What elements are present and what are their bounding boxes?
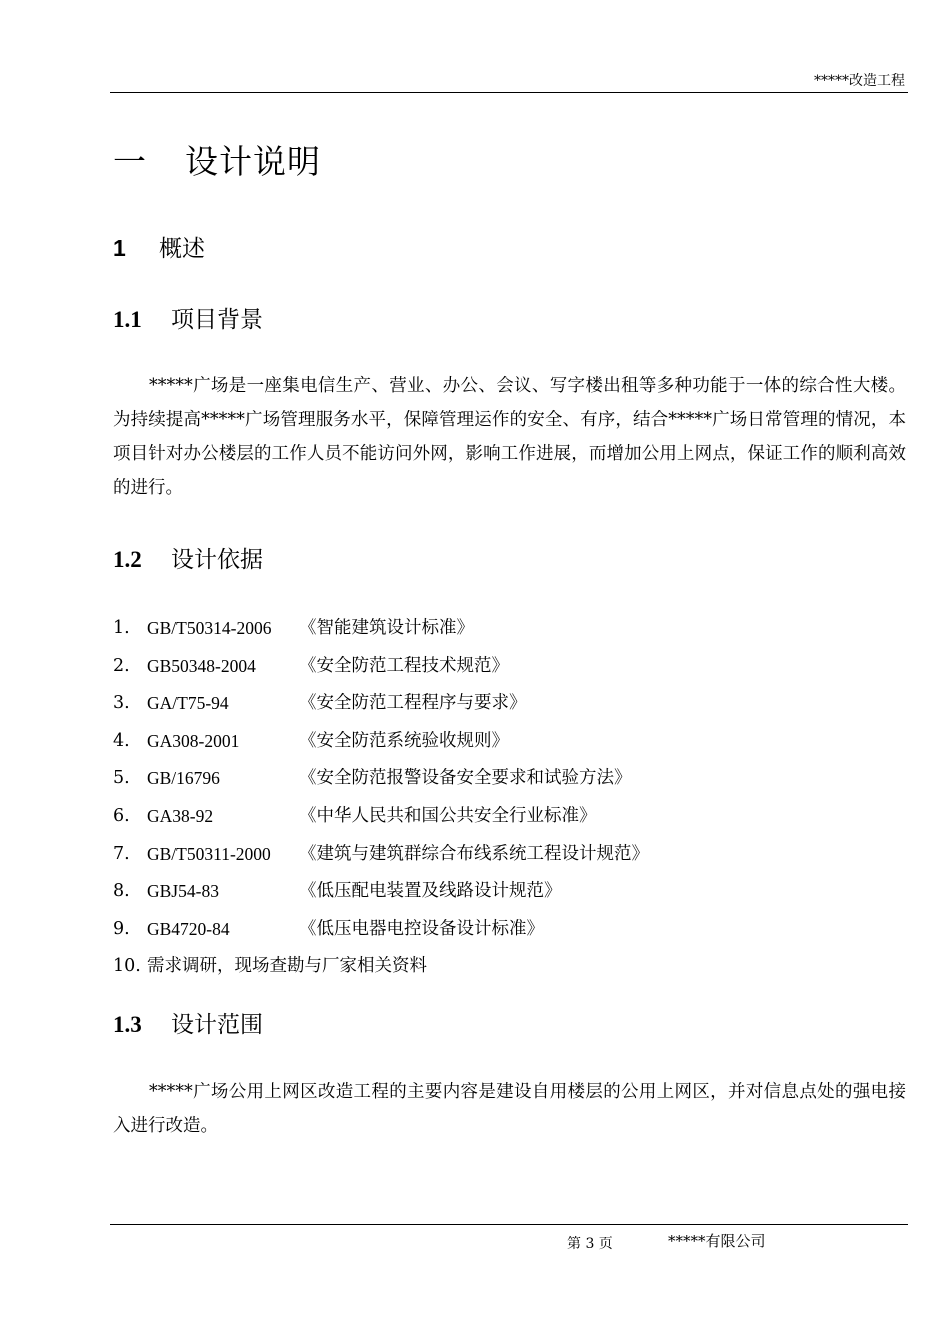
standard-title: 《中华人民共和国公共安全行业标准》 (299, 805, 597, 826)
section-number: 1.1 (113, 307, 142, 332)
background-paragraph: *****广场是一座集电信生产、营业、办公、会议、写字楼出租等多种功能于一体的综合性大楼。为持续提高*****广场管理服务水平，保障管理运作的安全、有序，结合*****广场日常管理的情况，本项目针对办公楼层的工作人员不能访问外网，影响工作进展，而增加公用上网点，保证工作的顺利高效的进行。 (113, 376, 906, 498)
section-title: 项目背景 (171, 307, 263, 333)
item-number: 1. (113, 618, 130, 638)
scope-paragraph: *****广场公用上网区改造工程的主要内容是建设自用楼层的公用上网区，并对信息点处的强电接入进行改造。 (113, 1082, 906, 1136)
standard-title: 《低压电器电控设备设计标准》 (299, 918, 544, 939)
item-number: 10. (113, 956, 141, 977)
design-basis-list (113, 614, 649, 990)
standard-title: 《智能建筑设计标准》 (299, 618, 474, 638)
chapter-title: 设计说明 (185, 142, 321, 181)
list-item (113, 689, 649, 727)
header-divider (110, 92, 908, 93)
section-title: 设计范围 (171, 1012, 263, 1038)
standard-title: 《安全防范报警设备安全要求和试验方法》 (299, 768, 632, 789)
section-number: 1 (113, 235, 126, 261)
standard-code: GB/T50314-2006 (147, 618, 272, 638)
list-item (113, 840, 649, 878)
standard-code: GBJ54-83 (147, 881, 219, 902)
standard-code: GB/16796 (147, 768, 220, 789)
standard-code: GA/T75-94 (147, 693, 229, 714)
list-item (113, 877, 649, 915)
header-title: *****改造工程 (814, 73, 905, 89)
list-item (113, 652, 649, 690)
standard-code: GB50348-2004 (147, 655, 256, 676)
section-heading-overview (113, 230, 205, 263)
standard-code: GB4720-84 (147, 918, 230, 939)
chapter-number: 一 (113, 142, 147, 181)
list-item (113, 802, 649, 840)
section-heading-background (113, 301, 263, 334)
item-number: 8. (113, 881, 130, 902)
item-number: 4. (113, 730, 130, 751)
item-number: 3. (113, 693, 130, 714)
item-number: 9. (113, 918, 130, 939)
item-number: 6. (113, 805, 130, 826)
chapter-heading (113, 136, 321, 183)
standard-title: 需求调研，现场查勘与厂家相关资料 (147, 956, 427, 977)
standard-title: 《安全防范工程程序与要求》 (299, 693, 527, 714)
section-title: 概述 (159, 236, 205, 262)
standard-title: 《低压配电装置及线路设计规范》 (299, 881, 562, 902)
section-number: 1.2 (113, 547, 142, 572)
item-number: 7. (113, 843, 130, 864)
standard-code: GA38-92 (147, 805, 214, 826)
standard-code: GA308-2001 (147, 730, 240, 751)
standard-title: 《建筑与建筑群综合布线系统工程设计规范》 (299, 843, 649, 864)
section-heading-design-basis (113, 541, 263, 574)
section-title: 设计依据 (171, 547, 263, 573)
section-number: 1.3 (113, 1012, 142, 1037)
item-number: 2. (113, 655, 130, 676)
footer-company: *****有限公司 (668, 1232, 766, 1250)
page-number: 第 3 页 (567, 1236, 613, 1252)
list-item (113, 952, 649, 990)
standard-code: GB/T50311-2000 (147, 843, 271, 864)
standard-title: 《安全防范系统验收规则》 (299, 730, 509, 751)
list-item (113, 915, 649, 953)
standard-title: 《安全防范工程技术规范》 (299, 655, 509, 676)
item-number: 5. (113, 768, 130, 789)
section-heading-design-scope (113, 1006, 263, 1039)
footer-divider (110, 1224, 908, 1225)
list-item (113, 614, 649, 652)
list-item (113, 764, 649, 802)
list-item (113, 727, 649, 765)
